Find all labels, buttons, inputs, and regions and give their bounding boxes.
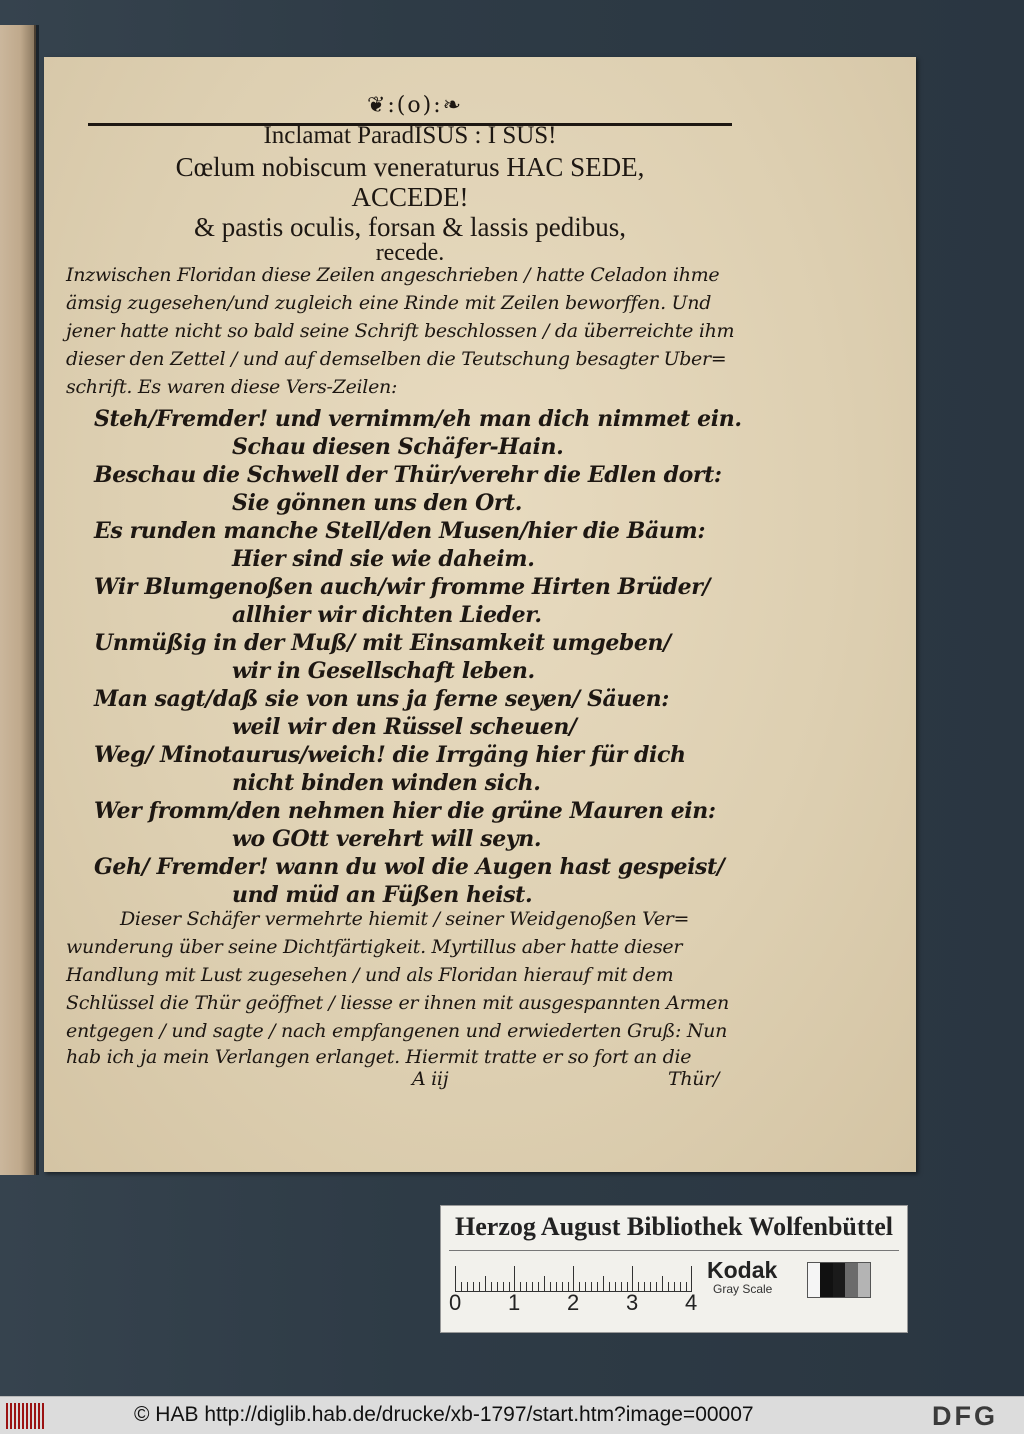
verse-line: Unmüßig in der Muß/ mit Einsamkeit umgeben/ <box>94 630 671 656</box>
prose-line: Dieser Schäfer vermehrte hiemit / seiner Weidgenoßen Ver= <box>120 908 690 930</box>
prose-line: dieser den Zettel / und auf demselben die Teutschung besagter Uber= <box>66 348 727 370</box>
verse-line: wir in Gesellschaft leben. <box>232 658 535 684</box>
verse-line: wo GOtt verehrt will seyn. <box>232 826 542 852</box>
facing-page-edge <box>0 25 36 1175</box>
verse-line: und müd an Füßen heist. <box>232 882 533 908</box>
dfg-logo: DFG <box>932 1401 998 1431</box>
verse-line: Weg/ Minotaurus/weich! die Irrgäng hier für dich <box>94 742 686 768</box>
verse-line: Geh/ Fremder! wann du wol die Augen hast gespeist/ <box>94 854 725 880</box>
footer-url: © HAB http://diglib.hab.de/drucke/xb-1797/start.htm?image=00007 <box>134 1403 754 1426</box>
ruler-number: 1 <box>508 1290 521 1315</box>
verse-line: Beschau die Schwell der Thür/verehr die Edlen dort: <box>94 462 722 488</box>
verse-line: Schau diesen Schäfer-Hain. <box>232 434 564 460</box>
verse-line: Wer fromm/den nehmen hier die grüne Mauren ein: <box>94 798 716 824</box>
hab-logo-icon <box>6 1403 46 1429</box>
verse-line: Es runden manche Stell/den Musen/hier die Bäum: <box>94 518 706 544</box>
ruler-number: 4 <box>685 1290 698 1315</box>
verse-line: allhier wir dichten Lieder. <box>232 602 542 628</box>
library-title: Herzog August Bibliothek Wolfenbüttel <box>455 1212 893 1241</box>
heading-line-3: ACCEDE! <box>351 182 469 212</box>
verse-line: nicht binden winden sich. <box>232 770 541 796</box>
prose-line: jener hatte nicht so bald seine Schrift beschlossen / da überreichte ihm <box>66 320 735 342</box>
heading-line-2: Cœlum nobiscum veneraturus HAC SEDE, <box>175 152 645 182</box>
footer-bar <box>0 1396 1024 1434</box>
gutter-shadow <box>36 25 39 1175</box>
gray-scale-strip <box>807 1262 871 1298</box>
catchword: Thür/ <box>668 1068 720 1090</box>
verse-line: weil wir den Rüssel scheuen/ <box>232 714 577 740</box>
prose-line: Schlüssel die Thür geöffnet / liesse er ihnen mit ausgespannten Armen <box>66 992 729 1014</box>
prose-line: Handlung mit Lust zugesehen / und als Floridan hierauf mit dem <box>66 964 674 986</box>
prose-line: schrift. Es waren diese Vers-Zeilen: <box>66 376 398 398</box>
prose-line: ämsig zugesehen/und zugleich eine Rinde mit Zeilen beworffen. Und <box>66 292 712 314</box>
card-divider <box>449 1250 899 1251</box>
color-scale-card <box>440 1205 908 1333</box>
prose-line: hab ich ja mein Verlangen erlanget. Hiermit tratte er so fort an die <box>66 1046 692 1068</box>
verse-line: Sie gönnen uns den Ort. <box>232 490 523 516</box>
ruler <box>455 1258 699 1292</box>
ornament-header: ❦:(o):❧ <box>366 93 464 118</box>
heading-line-1: Inclamat ParadISUS : I SUS! <box>263 122 557 149</box>
kodak-brand: Kodak <box>707 1257 778 1283</box>
signature-mark: A iij <box>412 1068 449 1090</box>
ruler-number: 0 <box>449 1290 462 1315</box>
kodak-subtitle: Gray Scale <box>713 1282 773 1296</box>
verse-line: Steh/Fremder! und vernimm/eh man dich nimmet ein. <box>94 406 742 432</box>
heading-line-5: recede. <box>375 240 445 266</box>
kodak-label <box>707 1258 797 1298</box>
verse-line: Man sagt/daß sie von uns ja ferne seyen/ Säuen: <box>94 686 669 712</box>
heading-line-4: & pastis oculis, forsan & lassis pedibus, <box>194 212 626 242</box>
prose-line: entgegen / und sagte / nach empfangenen und erwiederten Gruß: Nun <box>66 1020 728 1042</box>
ruler-number: 3 <box>626 1290 639 1315</box>
verse-line: Wir Blumgenoßen auch/wir fromme Hirten Brüder/ <box>94 574 711 600</box>
prose-line: Inzwischen Floridan diese Zeilen angeschrieben / hatte Celadon ihme <box>66 264 720 286</box>
verse-line: Hier sind sie wie daheim. <box>232 546 535 572</box>
prose-line: wunderung über seine Dichtfärtigkeit. Myrtillus aber hatte dieser <box>66 936 683 958</box>
ruler-number: 2 <box>567 1290 580 1315</box>
